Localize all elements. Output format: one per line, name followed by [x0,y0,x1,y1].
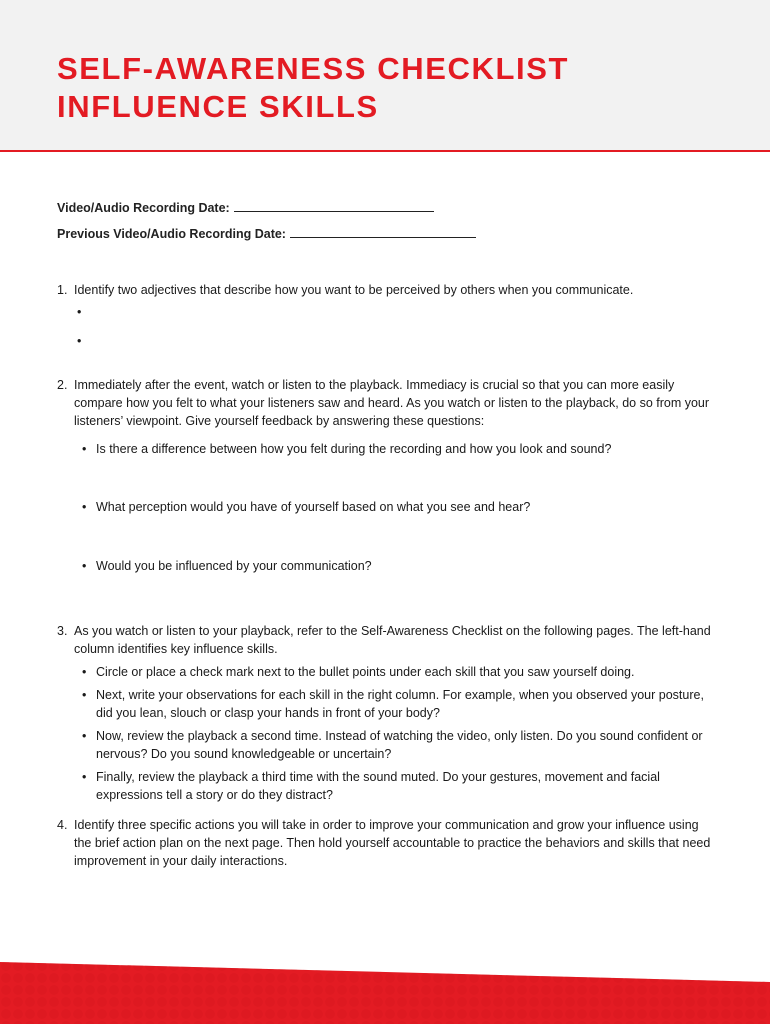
footer-dot-pattern [0,962,770,1024]
item-text: Identify two adjectives that describe how you want to be perceived by others when you communicate. [74,283,634,297]
recording-date-blank[interactable] [234,200,434,212]
item-number: 2. [57,378,68,392]
bullet-dot: • [82,665,87,679]
bullet-dot: • [82,559,87,573]
instruction-text: Now, review the playback a second time. Instead of watching the video, only listen. Do you sound confident or nervous? Do you sound knowledgeable or uncertain? [96,729,703,761]
instruction-bullet-1 [82,663,712,681]
header-band [0,0,770,152]
item-text: As you watch or listen to your playback, refer to the Self-Awareness Checklist on the following pages. The left-hand column identifies key influence skills. [74,624,711,656]
item-text: Identify three specific actions you will take in order to improve your communication and grow your influence using the brief action plan on the next page. Then hold yourself accountable to practice the behaviors and skills that need improvement in your daily interactions. [74,818,711,868]
instruction-bullet-4 [82,768,712,804]
bullet-dot: • [82,500,87,514]
question-text: Would you be influenced by your communication? [96,559,372,573]
item-number: 4. [57,818,68,832]
bullet-dot: • [82,442,87,456]
instruction-text: Circle or place a check mark next to the bullet points under each skill that you saw yourself doing. [96,665,635,679]
footer-stripe [0,960,770,1024]
question-bullet-1 [82,440,702,458]
title-line-1: SELF-AWARENESS CHECKLIST [57,51,570,86]
question-text: Is there a difference between how you felt during the recording and how you look and sound? [96,442,612,456]
previous-recording-date-field [57,226,476,241]
question-bullet-2 [82,498,702,516]
previous-recording-date-label: Previous Video/Audio Recording Date: [57,227,286,241]
page-title [57,50,569,126]
bullet-dot: • [82,770,87,784]
instruction-text: Finally, review the playback a third time with the sound muted. Do your gestures, movement and facial expressions tell a story or do they distract? [96,770,660,802]
instruction-text: Next, write your observations for each skill in the right column. For example, when you observed your posture, did you lean, slouch or clasp your hands in front of your body? [96,688,704,720]
instruction-bullet-2 [82,686,712,722]
instruction-bullet-3 [82,727,712,763]
list-item-3 [57,622,717,658]
item-number: 1. [57,283,68,297]
recording-date-field [57,200,434,215]
list-item-1 [57,281,717,299]
item-text: Immediately after the event, watch or listen to the playback. Immediacy is crucial so that you can more easily compare how you felt to what your listeners saw and heard. As you watch or listen to the playback, do so from your listeners’ viewpoint. Give yourself feedback by answering these questions: [74,378,710,428]
bullet-dot: • [82,688,87,702]
bullet-dot: • [82,729,87,743]
list-item-2 [57,376,717,430]
list-item-4 [57,816,717,870]
bullet-dot: • [77,334,82,348]
title-line-2: INFLUENCE SKILLS [57,89,379,124]
question-text: What perception would you have of yourself based on what you see and hear? [96,500,531,514]
item-number: 3. [57,624,68,638]
bullet-dot: • [77,305,82,319]
question-bullet-3 [82,557,702,575]
previous-recording-date-blank[interactable] [290,226,476,238]
recording-date-label: Video/Audio Recording Date: [57,201,230,215]
